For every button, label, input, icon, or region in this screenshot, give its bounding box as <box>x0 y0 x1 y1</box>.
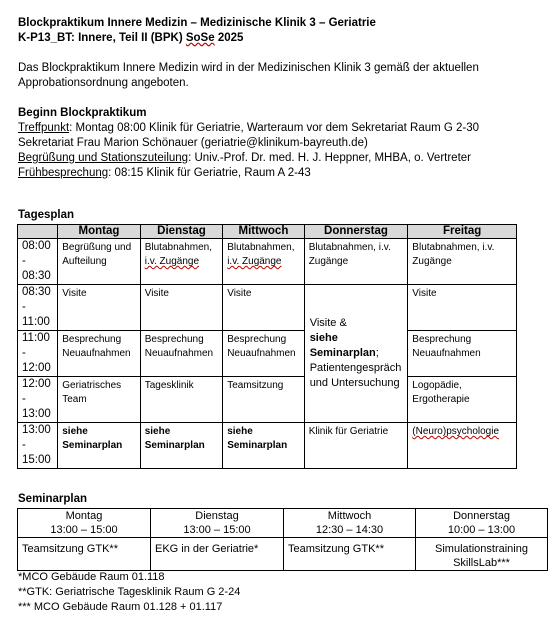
slot-cell: siehe Seminarplan <box>58 423 140 469</box>
time-slot: 11:00 - 12:00 <box>18 331 58 377</box>
slot-cell: Visite <box>140 285 222 331</box>
day-header: Freitag <box>408 225 517 239</box>
slot-cell: (Neuro)psychologie <box>408 423 517 469</box>
day-header: Mittwoch <box>223 225 304 239</box>
document-subtitle <box>18 31 548 46</box>
slot-cell: siehe Seminarplan <box>140 423 222 469</box>
tagesplan-table <box>17 224 517 469</box>
table-row <box>18 423 517 469</box>
slot-cell: Geriatrisches Team <box>58 377 140 423</box>
footnote: *MCO Gebäude Raum 01.118 <box>18 571 165 583</box>
seminar-cell: Teamsitzung GTK** <box>18 538 151 571</box>
intro-line-1: Das Blockpraktikum Innere Medizin wird in der Medizinischen Klinik 3 gemäß der aktuellen <box>18 62 479 74</box>
fruehbesprechung-text: : 08:15 Klinik für Geriatrie, Raum A 2-43 <box>108 167 311 179</box>
table-row <box>18 538 548 571</box>
slot-cell: Blutabnahmen, i.v. Zugänge <box>140 239 222 285</box>
slot-cell: Besprechung Neuaufnahmen <box>223 331 304 377</box>
slot-cell: Teamsitzung <box>223 377 304 423</box>
slot-cell: Begrüßung und Aufteilung <box>58 239 140 285</box>
seminar-day-header: Dienstag 13:00 – 15:00 <box>151 509 284 538</box>
footnote: *** MCO Gebäude Raum 01.128 + 01.117 <box>18 601 223 613</box>
begruessung-label: Begrüßung und Stationszuteilung <box>18 152 189 164</box>
slot-cell: Visite <box>408 285 517 331</box>
slot-cell: Besprechung Neuaufnahmen <box>140 331 222 377</box>
document-title: Blockpraktikum Innere Medizin – Medizinische Klinik 3 – Geriatrie <box>18 17 376 29</box>
tagesplan-corner <box>18 225 58 239</box>
slot-cell: Blutabnahmen, i.v. Zugänge <box>223 239 304 285</box>
table-row <box>18 377 517 423</box>
treffpunkt-label: Treffpunkt <box>18 122 70 134</box>
seminar-cell: Simulationstraining SkillsLab*** <box>416 538 548 571</box>
seminar-cell: EKG in der Geriatrie* <box>151 538 284 571</box>
seminarplan-label: Seminarplan <box>18 493 88 505</box>
day-header: Dienstag <box>140 225 222 239</box>
slot-cell: Logopädie, Ergotherapie <box>408 377 517 423</box>
slot-cell: Visite <box>58 285 140 331</box>
seminar-day-header: Donnerstag 10:00 – 13:00 <box>416 509 548 538</box>
day-header: Donnerstag <box>304 225 408 239</box>
fruehbesprechung-label: Frühbesprechung <box>18 167 109 179</box>
day-header: Montag <box>58 225 140 239</box>
slot-cell: Blutabnahmen, i.v. Zugänge <box>408 239 517 285</box>
seminar-day-header: Mittwoch 12:30 – 14:30 <box>284 509 416 538</box>
fruehbesprechung-line <box>18 166 548 181</box>
seminar-day-header: Montag 13:00 – 15:00 <box>18 509 151 538</box>
table-row <box>18 331 517 377</box>
slot-cell: Besprechung Neuaufnahmen <box>408 331 517 377</box>
tagesplan-label: Tagesplan <box>18 209 75 221</box>
slot-cell: Tagesklinik <box>140 377 222 423</box>
slot-cell: Besprechung Neuaufnahmen <box>58 331 140 377</box>
seminar-cell: Teamsitzung GTK** <box>284 538 416 571</box>
table-row <box>18 239 517 285</box>
begruessung-text: : Univ.-Prof. Dr. med. H. J. Heppner, MHBA, o. Vertreter <box>188 152 471 164</box>
slot-cell: Blutabnahmen, i.v. Zugänge <box>304 239 408 285</box>
subtitle-sose: SoSe <box>185 32 215 44</box>
tagesplan-header-row <box>18 225 517 239</box>
treffpunkt-text: : Montag 08:00 Klinik für Geriatrie, Warteraum vor dem Sekretariat Raum G 2-30 <box>69 122 480 134</box>
subtitle-year: 2025 <box>214 32 244 44</box>
treffpunkt-line <box>18 121 548 136</box>
sekretariat-line: Sekretariat Frau Marion Schönauer (geriatrie@klinikum-bayreuth.de) <box>18 137 368 149</box>
begruessung-line <box>18 151 548 166</box>
subtitle-course: K-P13_BT: Innere, Teil II (BPK) <box>18 32 186 44</box>
intro-line-2: Approbationsordnung angeboten. <box>18 77 189 89</box>
seminar-header-row <box>18 509 548 538</box>
donnerstag-merged-cell: Visite & siehe Seminarplan; Patientengespräch und Untersuchung <box>304 285 408 423</box>
document-header <box>18 16 548 181</box>
seminarplan-table <box>17 508 548 571</box>
footnote: **GTK: Geriatrische Tagesklinik Raum G 2-24 <box>18 586 241 598</box>
slot-cell: siehe Seminarplan <box>223 423 304 469</box>
table-row <box>18 285 517 331</box>
beginn-heading: Beginn Blockpraktikum <box>18 107 147 119</box>
time-slot: 13:00 - 15:00 <box>18 423 58 469</box>
time-slot: 08:00 - 08:30 <box>18 239 58 285</box>
time-slot: 12:00 - 13:00 <box>18 377 58 423</box>
slot-cell: Klinik für Geriatrie <box>304 423 408 469</box>
time-slot: 08:30 - 11:00 <box>18 285 58 331</box>
slot-cell: Visite <box>223 285 304 331</box>
